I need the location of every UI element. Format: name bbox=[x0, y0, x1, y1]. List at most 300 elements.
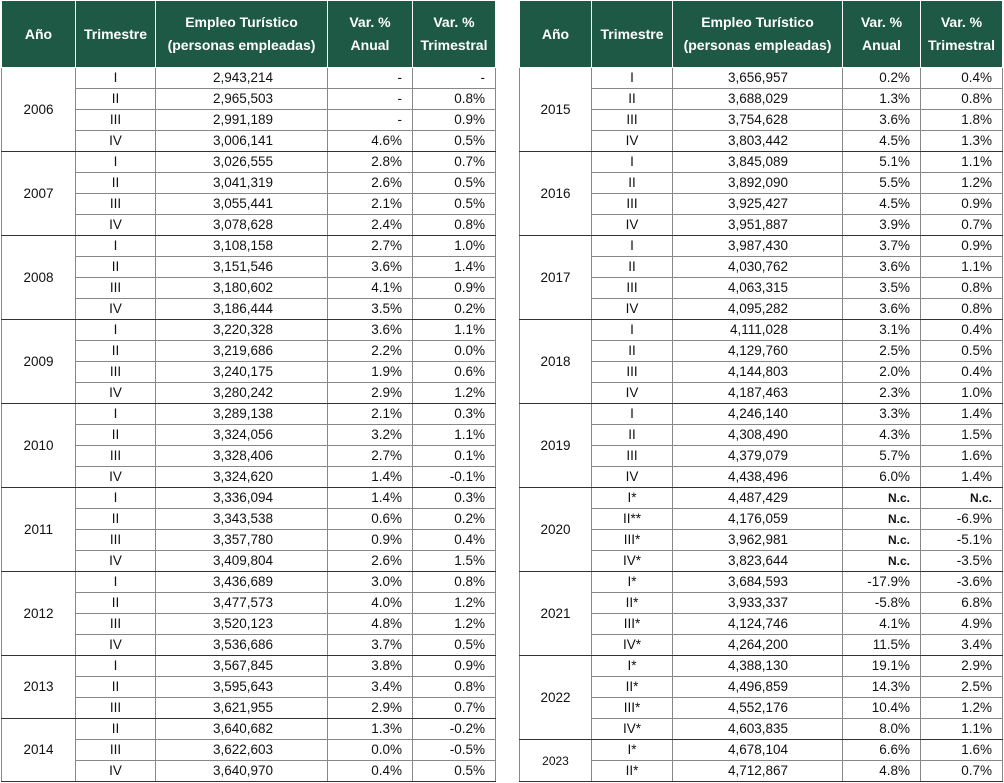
quarterly-change-cell: 1.5% bbox=[413, 551, 496, 572]
employment-cell: 3,803,442 bbox=[673, 131, 843, 152]
employment-cell: 3,436,689 bbox=[156, 572, 328, 593]
annual-change-cell: 3.7% bbox=[328, 635, 413, 656]
quarter-cell: II* bbox=[592, 593, 673, 614]
annual-change-cell: 4.0% bbox=[328, 593, 413, 614]
annual-change-cell: 4.5% bbox=[843, 131, 921, 152]
table-row bbox=[520, 131, 1003, 152]
table-row bbox=[520, 278, 1003, 299]
employment-cell: 4,603,835 bbox=[673, 719, 843, 740]
quarter-cell: I bbox=[76, 68, 156, 89]
quarterly-change-cell: 0.8% bbox=[413, 89, 496, 110]
employment-cell: 3,845,089 bbox=[673, 152, 843, 173]
year-cell: 2021 bbox=[520, 572, 592, 656]
employment-cell: 3,656,957 bbox=[673, 68, 843, 89]
quarterly-change-cell: 0.5% bbox=[413, 173, 496, 194]
table-row bbox=[2, 89, 496, 110]
quarter-cell: III bbox=[592, 362, 673, 383]
quarterly-change-cell: 0.8% bbox=[413, 677, 496, 698]
quarter-cell: III bbox=[592, 446, 673, 467]
employment-cell: 4,246,140 bbox=[673, 404, 843, 425]
annual-change-cell: 3.7% bbox=[843, 236, 921, 257]
annual-change-cell: 2.5% bbox=[843, 341, 921, 362]
year-cell: 2012 bbox=[2, 572, 76, 656]
quarterly-change-cell: 1.4% bbox=[921, 467, 1003, 488]
quarter-cell: I* bbox=[592, 656, 673, 677]
quarter-cell: II bbox=[76, 89, 156, 110]
quarterly-change-cell: 1.2% bbox=[921, 698, 1003, 719]
table-row bbox=[2, 740, 496, 761]
table-row bbox=[2, 761, 496, 782]
employment-cell: 4,129,760 bbox=[673, 341, 843, 362]
annual-change-cell: 3.5% bbox=[843, 278, 921, 299]
quarterly-change-cell: 1.1% bbox=[921, 719, 1003, 740]
table-row bbox=[2, 698, 496, 719]
annual-change-cell: 6.0% bbox=[843, 467, 921, 488]
quarter-cell: I bbox=[76, 488, 156, 509]
header-row bbox=[520, 1, 1003, 68]
annual-change-cell: 1.4% bbox=[328, 467, 413, 488]
annual-change-cell: 3.6% bbox=[328, 320, 413, 341]
table-row bbox=[520, 614, 1003, 635]
employment-cell: 4,379,079 bbox=[673, 446, 843, 467]
year-cell: 2018 bbox=[520, 320, 592, 404]
quarter-cell: I bbox=[76, 236, 156, 257]
header-row bbox=[2, 1, 496, 68]
quarter-cell: III bbox=[76, 530, 156, 551]
quarterly-change-cell: 2.9% bbox=[921, 656, 1003, 677]
employment-cell: 3,987,430 bbox=[673, 236, 843, 257]
quarter-cell: I bbox=[592, 152, 673, 173]
quarter-cell: I bbox=[592, 404, 673, 425]
employment-cell: 4,308,490 bbox=[673, 425, 843, 446]
employment-cell: 3,186,444 bbox=[156, 299, 328, 320]
quarter-cell: IV* bbox=[592, 635, 673, 656]
employment-cell: 4,124,746 bbox=[673, 614, 843, 635]
annual-change-header: Var. % Anual bbox=[843, 1, 921, 68]
quarter-header: Trimestre bbox=[592, 1, 673, 68]
table-row bbox=[520, 257, 1003, 278]
annual-change-cell: 3.4% bbox=[328, 677, 413, 698]
annual-change-cell: 1.3% bbox=[328, 719, 413, 740]
annual-change-cell: 2.1% bbox=[328, 404, 413, 425]
year-cell: 2007 bbox=[2, 152, 76, 236]
quarterly-change-cell: 0.9% bbox=[413, 110, 496, 131]
employment-cell: 4,095,282 bbox=[673, 299, 843, 320]
quarterly-change-cell: - bbox=[413, 68, 496, 89]
quarterly-change-cell: 0.5% bbox=[413, 194, 496, 215]
table-row bbox=[2, 719, 496, 740]
employment-cell: 3,336,094 bbox=[156, 488, 328, 509]
quarterly-change-cell: 0.9% bbox=[921, 236, 1003, 257]
quarterly-change-cell: 2.5% bbox=[921, 677, 1003, 698]
annual-change-cell: 6.6% bbox=[843, 740, 921, 761]
year-cell: 2023 bbox=[520, 740, 592, 782]
employment-cell: 3,409,804 bbox=[156, 551, 328, 572]
quarter-cell: I bbox=[592, 68, 673, 89]
annual-change-cell: 3.6% bbox=[843, 299, 921, 320]
annual-change-cell: 4.3% bbox=[843, 425, 921, 446]
employment-cell: 4,487,429 bbox=[673, 488, 843, 509]
annual-change-cell: N.c. bbox=[843, 551, 921, 572]
table-row bbox=[2, 446, 496, 467]
table-row bbox=[2, 278, 496, 299]
quarterly-change-cell: -6.9% bbox=[921, 509, 1003, 530]
quarter-cell: IV bbox=[76, 131, 156, 152]
quarterly-change-cell: 0.6% bbox=[413, 362, 496, 383]
quarter-cell: IV bbox=[592, 383, 673, 404]
quarterly-change-cell: 1.2% bbox=[413, 614, 496, 635]
employment-cell: 4,144,803 bbox=[673, 362, 843, 383]
quarterly-change-cell: 0.0% bbox=[413, 341, 496, 362]
year-cell: 2022 bbox=[520, 656, 592, 740]
year-header: Año bbox=[520, 1, 592, 68]
quarterly-change-cell: 1.1% bbox=[921, 257, 1003, 278]
quarter-cell: III* bbox=[592, 530, 673, 551]
employment-cell: 4,552,176 bbox=[673, 698, 843, 719]
quarter-cell: III bbox=[76, 698, 156, 719]
year-cell: 2009 bbox=[2, 320, 76, 404]
quarter-cell: I* bbox=[592, 572, 673, 593]
table-row bbox=[520, 551, 1003, 572]
table-row bbox=[2, 131, 496, 152]
table-row bbox=[520, 152, 1003, 173]
quarterly-change-cell: 0.4% bbox=[921, 68, 1003, 89]
annual-change-cell: 3.6% bbox=[328, 257, 413, 278]
quarterly-change-cell: 0.7% bbox=[413, 698, 496, 719]
quarterly-change-cell: 0.3% bbox=[413, 404, 496, 425]
quarterly-change-cell: N.c. bbox=[921, 488, 1003, 509]
quarterly-change-cell: 0.5% bbox=[413, 761, 496, 782]
employment-cell: 3,567,845 bbox=[156, 656, 328, 677]
quarter-cell: I* bbox=[592, 488, 673, 509]
table-row bbox=[2, 257, 496, 278]
annual-change-cell: 1.3% bbox=[843, 89, 921, 110]
quarterly-change-header: Var. % Trimestral bbox=[413, 1, 496, 68]
quarterly-change-cell: 1.6% bbox=[921, 446, 1003, 467]
quarterly-change-cell: 0.7% bbox=[921, 761, 1003, 782]
employment-cell: 3,151,546 bbox=[156, 257, 328, 278]
quarterly-change-cell: -0.1% bbox=[413, 467, 496, 488]
employment-cell: 4,438,496 bbox=[673, 467, 843, 488]
quarter-cell: II* bbox=[592, 677, 673, 698]
employment-cell: 4,111,028 bbox=[673, 320, 843, 341]
annual-change-cell: 2.7% bbox=[328, 236, 413, 257]
annual-change-cell: N.c. bbox=[843, 509, 921, 530]
table-row bbox=[520, 572, 1003, 593]
annual-change-cell: 2.0% bbox=[843, 362, 921, 383]
annual-change-cell: 2.9% bbox=[328, 383, 413, 404]
quarter-cell: I bbox=[76, 404, 156, 425]
quarter-cell: II* bbox=[592, 761, 673, 782]
annual-change-cell: 2.6% bbox=[328, 173, 413, 194]
table-row bbox=[2, 362, 496, 383]
year-cell: 2020 bbox=[520, 488, 592, 572]
quarterly-change-cell: 1.4% bbox=[413, 257, 496, 278]
table-row bbox=[520, 593, 1003, 614]
quarterly-change-cell: 1.4% bbox=[921, 404, 1003, 425]
quarterly-change-cell: 0.9% bbox=[921, 194, 1003, 215]
employment-cell: 3,324,620 bbox=[156, 467, 328, 488]
table-row bbox=[2, 614, 496, 635]
annual-change-cell: 4.1% bbox=[328, 278, 413, 299]
annual-change-cell: 19.1% bbox=[843, 656, 921, 677]
table-row bbox=[2, 425, 496, 446]
quarter-cell: II bbox=[76, 677, 156, 698]
annual-change-cell: 0.0% bbox=[328, 740, 413, 761]
table-row bbox=[2, 236, 496, 257]
quarter-cell: III bbox=[592, 194, 673, 215]
quarter-cell: IV bbox=[76, 215, 156, 236]
annual-change-cell: 3.5% bbox=[328, 299, 413, 320]
employment-cell: 3,180,602 bbox=[156, 278, 328, 299]
quarter-cell: I bbox=[76, 152, 156, 173]
employment-cell: 3,595,643 bbox=[156, 677, 328, 698]
quarterly-change-cell: 0.7% bbox=[413, 152, 496, 173]
table-row bbox=[2, 635, 496, 656]
quarter-cell: III* bbox=[592, 698, 673, 719]
quarter-cell: I bbox=[592, 320, 673, 341]
employment-table-right bbox=[519, 0, 1003, 782]
table-row bbox=[520, 320, 1003, 341]
employment-cell: 4,063,315 bbox=[673, 278, 843, 299]
quarterly-change-cell: 1.6% bbox=[921, 740, 1003, 761]
quarter-cell: I* bbox=[592, 740, 673, 761]
annual-change-cell: 0.4% bbox=[328, 761, 413, 782]
annual-change-cell: 2.8% bbox=[328, 152, 413, 173]
table-row bbox=[2, 677, 496, 698]
employment-cell: 3,892,090 bbox=[673, 173, 843, 194]
table-row bbox=[520, 215, 1003, 236]
quarterly-change-cell: -5.1% bbox=[921, 530, 1003, 551]
annual-change-cell: 11.5% bbox=[843, 635, 921, 656]
quarterly-change-cell: -0.2% bbox=[413, 719, 496, 740]
quarterly-change-cell: 0.7% bbox=[921, 215, 1003, 236]
employment-cell: 4,264,200 bbox=[673, 635, 843, 656]
quarter-cell: III bbox=[76, 614, 156, 635]
table-row bbox=[520, 761, 1003, 782]
annual-change-cell: 3.9% bbox=[843, 215, 921, 236]
table-row bbox=[520, 194, 1003, 215]
employment-cell: 4,496,859 bbox=[673, 677, 843, 698]
quarter-cell: IV* bbox=[592, 551, 673, 572]
employment-cell: 3,108,158 bbox=[156, 236, 328, 257]
year-cell: 2008 bbox=[2, 236, 76, 320]
quarterly-change-cell: 6.8% bbox=[921, 593, 1003, 614]
table-row bbox=[2, 68, 496, 89]
employment-cell: 4,030,762 bbox=[673, 257, 843, 278]
quarterly-change-cell: 4.9% bbox=[921, 614, 1003, 635]
quarter-cell: II** bbox=[592, 509, 673, 530]
quarter-cell: I bbox=[76, 656, 156, 677]
quarter-cell: II bbox=[76, 341, 156, 362]
year-cell: 2006 bbox=[2, 68, 76, 152]
employment-cell: 3,055,441 bbox=[156, 194, 328, 215]
annual-change-cell: 0.2% bbox=[843, 68, 921, 89]
employment-cell: 3,078,628 bbox=[156, 215, 328, 236]
quarter-cell: II bbox=[592, 425, 673, 446]
quarterly-change-header: Var. % Trimestral bbox=[921, 1, 1003, 68]
year-cell: 2011 bbox=[2, 488, 76, 572]
year-cell: 2013 bbox=[2, 656, 76, 719]
table-row bbox=[2, 320, 496, 341]
employment-cell: 3,240,175 bbox=[156, 362, 328, 383]
annual-change-cell: 1.9% bbox=[328, 362, 413, 383]
table-row bbox=[2, 215, 496, 236]
employment-cell: 3,684,593 bbox=[673, 572, 843, 593]
table-row bbox=[520, 740, 1003, 761]
annual-change-cell: 2.6% bbox=[328, 551, 413, 572]
quarter-cell: I bbox=[76, 572, 156, 593]
quarter-cell: IV bbox=[76, 383, 156, 404]
employment-cell: 3,754,628 bbox=[673, 110, 843, 131]
quarter-cell: IV bbox=[592, 215, 673, 236]
quarterly-change-cell: 1.0% bbox=[921, 383, 1003, 404]
annual-change-cell: 2.4% bbox=[328, 215, 413, 236]
table-row bbox=[520, 677, 1003, 698]
quarter-cell: III bbox=[76, 278, 156, 299]
table-row bbox=[2, 173, 496, 194]
quarter-cell: I bbox=[76, 320, 156, 341]
quarterly-change-cell: 1.2% bbox=[921, 173, 1003, 194]
employment-cell: 4,388,130 bbox=[673, 656, 843, 677]
quarter-cell: I bbox=[592, 236, 673, 257]
employment-cell: 3,220,328 bbox=[156, 320, 328, 341]
employment-cell: 2,965,503 bbox=[156, 89, 328, 110]
quarterly-change-cell: 1.2% bbox=[413, 593, 496, 614]
quarterly-change-cell: 0.8% bbox=[921, 299, 1003, 320]
table-row bbox=[520, 110, 1003, 131]
quarter-cell: IV* bbox=[592, 719, 673, 740]
employment-header: Empleo Turístico (personas empleadas) bbox=[156, 1, 328, 68]
quarter-cell: IV bbox=[76, 761, 156, 782]
table-row bbox=[520, 530, 1003, 551]
employment-cell: 3,640,682 bbox=[156, 719, 328, 740]
table-row bbox=[2, 110, 496, 131]
quarter-cell: II bbox=[76, 425, 156, 446]
quarterly-change-cell: 0.3% bbox=[413, 488, 496, 509]
employment-cell: 3,219,686 bbox=[156, 341, 328, 362]
quarterly-change-cell: 0.8% bbox=[921, 278, 1003, 299]
quarter-cell: II bbox=[592, 89, 673, 110]
quarterly-change-cell: 0.5% bbox=[413, 131, 496, 152]
employment-cell: 3,477,573 bbox=[156, 593, 328, 614]
table-row bbox=[2, 572, 496, 593]
quarter-cell: IV bbox=[76, 551, 156, 572]
quarterly-change-cell: 1.3% bbox=[921, 131, 1003, 152]
quarter-cell: II bbox=[76, 593, 156, 614]
quarter-cell: III bbox=[76, 110, 156, 131]
quarterly-change-cell: 1.0% bbox=[413, 236, 496, 257]
quarter-cell: III bbox=[76, 362, 156, 383]
employment-cell: 3,280,242 bbox=[156, 383, 328, 404]
quarter-cell: II bbox=[592, 257, 673, 278]
quarterly-change-cell: 0.1% bbox=[413, 446, 496, 467]
employment-cell: 3,925,427 bbox=[673, 194, 843, 215]
table-row bbox=[520, 719, 1003, 740]
year-cell: 2014 bbox=[2, 719, 76, 782]
annual-change-cell: 4.6% bbox=[328, 131, 413, 152]
table-row bbox=[520, 362, 1003, 383]
employment-cell: 3,621,955 bbox=[156, 698, 328, 719]
quarter-cell: II bbox=[592, 341, 673, 362]
table-row bbox=[2, 509, 496, 530]
table-row bbox=[520, 509, 1003, 530]
quarter-cell: III* bbox=[592, 614, 673, 635]
quarterly-change-cell: -0.5% bbox=[413, 740, 496, 761]
quarter-cell: III bbox=[76, 740, 156, 761]
annual-change-cell: 14.3% bbox=[843, 677, 921, 698]
annual-change-cell: - bbox=[328, 89, 413, 110]
quarter-cell: II bbox=[592, 173, 673, 194]
annual-change-cell: 5.1% bbox=[843, 152, 921, 173]
table-row bbox=[2, 194, 496, 215]
annual-change-cell: 2.7% bbox=[328, 446, 413, 467]
table-row bbox=[520, 68, 1003, 89]
quarter-cell: III bbox=[592, 278, 673, 299]
employment-cell: 3,962,981 bbox=[673, 530, 843, 551]
table-row bbox=[2, 404, 496, 425]
year-cell: 2019 bbox=[520, 404, 592, 488]
quarter-cell: II bbox=[76, 509, 156, 530]
quarterly-change-cell: 0.9% bbox=[413, 278, 496, 299]
annual-change-cell: 3.8% bbox=[328, 656, 413, 677]
annual-change-cell: 3.1% bbox=[843, 320, 921, 341]
quarter-cell: III bbox=[76, 194, 156, 215]
employment-cell: 3,951,887 bbox=[673, 215, 843, 236]
quarter-cell: II bbox=[76, 257, 156, 278]
table-row bbox=[520, 635, 1003, 656]
year-cell: 2015 bbox=[520, 68, 592, 152]
employment-cell: 3,289,138 bbox=[156, 404, 328, 425]
employment-cell: 3,823,644 bbox=[673, 551, 843, 572]
quarter-cell: III bbox=[76, 446, 156, 467]
quarterly-change-cell: 0.4% bbox=[921, 320, 1003, 341]
employment-cell: 3,536,686 bbox=[156, 635, 328, 656]
quarterly-change-cell: 0.5% bbox=[921, 341, 1003, 362]
quarterly-change-cell: 1.1% bbox=[413, 320, 496, 341]
annual-change-cell: 2.9% bbox=[328, 698, 413, 719]
annual-change-cell: 5.5% bbox=[843, 173, 921, 194]
year-cell: 2016 bbox=[520, 152, 592, 236]
year-header: Año bbox=[2, 1, 76, 68]
quarterly-change-cell: -3.5% bbox=[921, 551, 1003, 572]
employment-cell: 3,006,141 bbox=[156, 131, 328, 152]
annual-change-cell: 5.7% bbox=[843, 446, 921, 467]
quarterly-change-cell: 1.8% bbox=[921, 110, 1003, 131]
employment-cell: 3,520,123 bbox=[156, 614, 328, 635]
annual-change-cell: 3.3% bbox=[843, 404, 921, 425]
quarterly-change-cell: 3.4% bbox=[921, 635, 1003, 656]
annual-change-header: Var. % Anual bbox=[328, 1, 413, 68]
employment-table-left bbox=[1, 0, 496, 782]
quarterly-change-cell: 0.4% bbox=[413, 530, 496, 551]
quarterly-change-cell: 0.8% bbox=[413, 572, 496, 593]
annual-change-cell: 0.6% bbox=[328, 509, 413, 530]
quarter-cell: IV bbox=[592, 131, 673, 152]
table-row bbox=[2, 152, 496, 173]
annual-change-cell: - bbox=[328, 110, 413, 131]
table-row bbox=[520, 173, 1003, 194]
annual-change-cell: 3.0% bbox=[328, 572, 413, 593]
quarter-cell: III bbox=[592, 110, 673, 131]
table-row bbox=[520, 383, 1003, 404]
quarterly-change-cell: -3.6% bbox=[921, 572, 1003, 593]
employment-cell: 3,357,780 bbox=[156, 530, 328, 551]
annual-change-cell: 4.1% bbox=[843, 614, 921, 635]
quarter-header: Trimestre bbox=[76, 1, 156, 68]
quarter-cell: IV bbox=[592, 299, 673, 320]
annual-change-cell: 4.8% bbox=[843, 761, 921, 782]
